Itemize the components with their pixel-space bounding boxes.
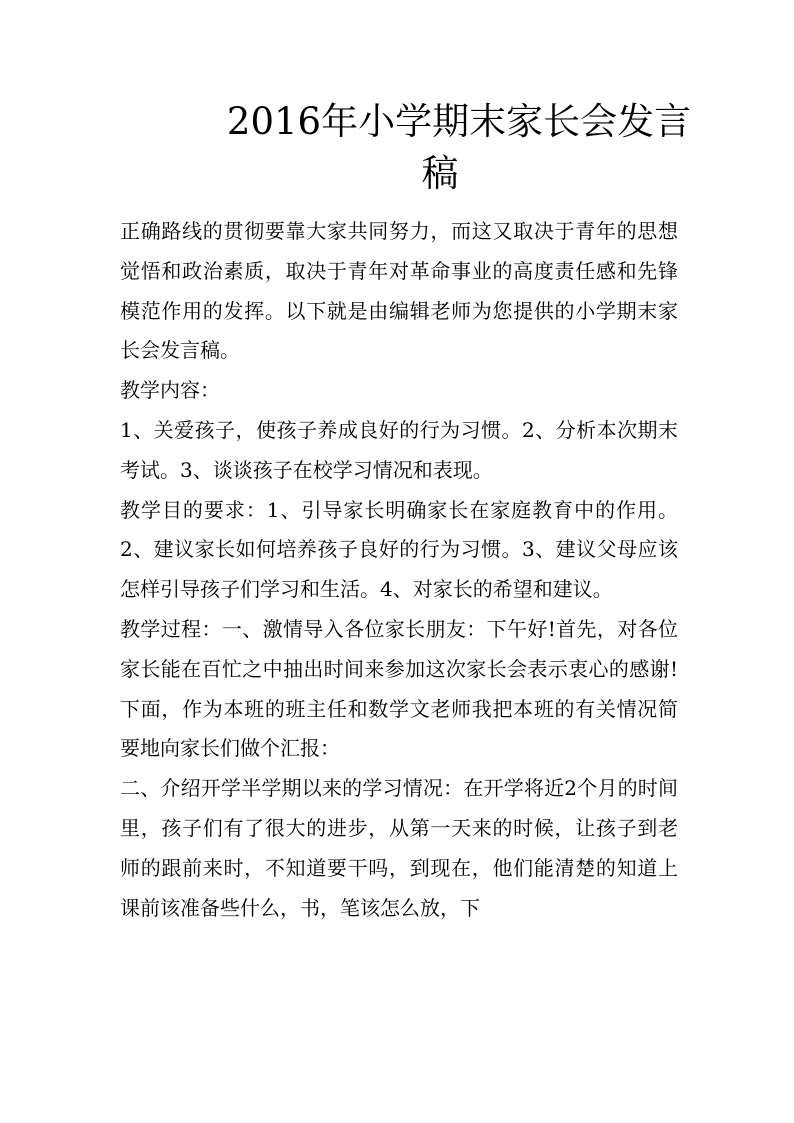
title-line-2: 稿: [421, 152, 459, 195]
document-title: [120, 96, 750, 200]
paragraph-teaching-goals: 教学目的要求：1、引导家长明确家长在家庭教育中的作用。2、建议家长如何培养孩子良好的行为习惯。3、建议父母应该怎样引导孩子们学习和生活。4、对家长的希望和建议。: [120, 497, 678, 602]
paragraph-intro: 正确路线的贯彻要靠大家共同努力，而这又取决于青年的思想觉悟和政治素质，取决于青年对革命事业的高度责任感和先锋模范作用的发挥。以下就是由编辑老师为您提供的小学期末家长会发言稿。: [120, 219, 678, 363]
paragraph-teaching-process: 教学过程：一、激情导入各位家长朋友：下午好!首先，对各位家长能在百忙之中抽出时间来参加这次家长会表示衷心的感谢!下面，作为本班的班主任和数学文老师我把本班的有关情况简要地向家长们做个汇报：: [120, 616, 678, 761]
document-body: [120, 212, 678, 928]
paragraph-study-progress: 二、介绍开学半学期以来的学习情况：在开学将近2个月的时间里，孩子们有了很大的进步，从第一天来的时候，让孩子到老师的跟前来时，不知道要干吗，到现在，他们能清楚的知道上课前该准备些什么，书，笔该怎么放，下: [120, 776, 678, 920]
paragraph-teaching-content-heading: 教学内容：: [120, 378, 220, 403]
title-line-1: 2016年小学期末家长会发言: [226, 100, 692, 143]
paragraph-teaching-content-items: 1、关爱孩子，使孩子养成良好的行为习惯。2、分析本次期末考试。3、谈谈孩子在校学习情况和表现。: [120, 417, 678, 482]
